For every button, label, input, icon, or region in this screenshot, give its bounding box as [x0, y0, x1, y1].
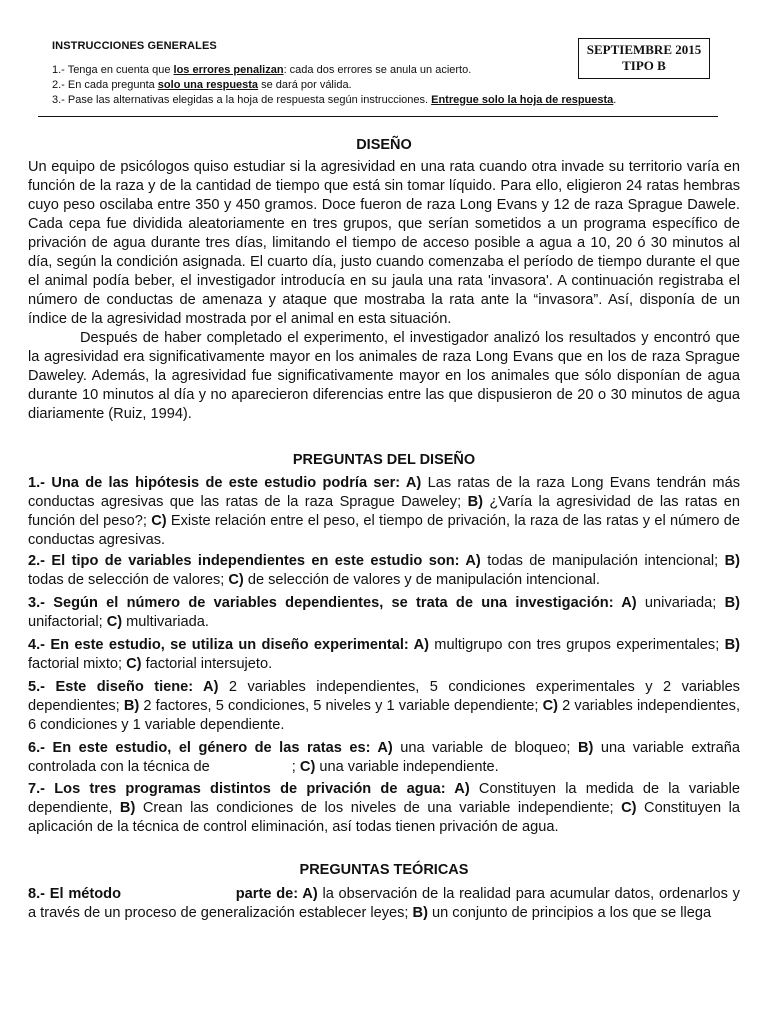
question-4 — [28, 636, 740, 674]
header-divider — [38, 116, 718, 117]
instruction-3-text: 3.- Pase las alternativas elegidas a la hoja de respuesta según instrucciones. — [52, 94, 432, 106]
theory-questions-heading: PREGUNTAS TEÓRICAS — [299, 862, 469, 878]
option-label-a: A) — [413, 637, 429, 653]
question-5 — [28, 678, 740, 735]
question-6-option-c: una variable independiente. — [315, 759, 499, 775]
design-heading: DISEÑO — [356, 137, 412, 153]
instruction-1-text-end: : cada dos errores se anula un acierto. — [283, 64, 472, 76]
question-2-stem: 2.- El tipo de variables independientes en este estudio son: — [28, 553, 466, 569]
option-label-c: C) — [228, 572, 244, 588]
option-label-c: C) — [542, 698, 558, 714]
instruction-3-emphasis: Entregue solo la hoja de respuesta — [431, 94, 614, 106]
question-1-stem: 1.- Una de las hipótesis de este estudio podría ser: — [28, 475, 406, 491]
option-label-b: B) — [724, 595, 740, 611]
option-label-a: A) — [203, 679, 219, 695]
option-label-c: C) — [126, 656, 142, 672]
question-4-option-c: factorial intersujeto. — [141, 656, 273, 672]
option-label-a: A) — [377, 740, 393, 756]
question-1-option-a: Las ratas de la raza Long Evans tendrán más conductas agresivas que las ratas de la raza Sprague Daweley; — [28, 475, 740, 510]
question-3-option-c: multivariada. — [122, 614, 209, 630]
question-5-stem: 5.- Este diseño tiene: — [28, 679, 204, 695]
option-label-b: B) — [724, 553, 740, 569]
instruction-2-emphasis: solo una respuesta — [157, 79, 259, 91]
question-6 — [28, 739, 740, 777]
exam-date-box — [578, 38, 710, 79]
instructions-title: INSTRUCCIONES GENERALES — [52, 40, 217, 52]
option-label-b: B) — [577, 740, 594, 756]
design-paragraph-1: Un equipo de psicólogos quiso estudiar si la agresividad en una rata cuando otra invade su territorio varía en función de la raza y de la cantidad de tiempo que está sin tomar líquido. Para ello, eligieron 24 ratas hembras cuyo peso oscilaba entre 350 y 450 gramos. Doce fueron de raza Long Evans y 12 de raza Sprague Dawele. Cada cepa fue dividida aleatoriamente en tres grupos, que serían sometidos a un programa específico de privación de agua durante tres días, limitando el tiempo de acceso posible a agua a 10, 20 ó 30 minutos al día, según la condición asignada. El cuarto día, justo cuando comenzaba el período de tiempo durante el que el animal podía beber, el investigador introducía en su jaula una rata 'invasora'. A continuación registraba el número de conductas de amenaza y ataque que mostraba la rata ante la “invasora”. Así, disponía de un índice de la agresividad mostrada por el animal en esta situación. — [28, 159, 740, 327]
option-label-b: B) — [119, 800, 136, 816]
instruction-1-emphasis: los errores penalizan — [173, 64, 284, 76]
question-1 — [28, 474, 740, 550]
question-3-option-b: unifactorial; — [28, 614, 107, 630]
question-8-option-b: un conjunto de principios a los que se llega — [427, 905, 712, 921]
question-2-option-c: de selección de valores y de manipulación intencional. — [243, 572, 600, 588]
design-questions-heading: PREGUNTAS DEL DISEÑO — [292, 452, 476, 468]
question-4-option-a: multigrupo con tres grupos experimentales; — [428, 637, 725, 653]
question-1-option-b: ¿Varía la agresividad de las ratas en función del peso?; — [28, 494, 740, 529]
question-2-option-b: todas de selección de valores; — [28, 572, 229, 588]
exam-date: SEPTIEMBRE 2015 — [586, 42, 702, 57]
question-2 — [28, 552, 740, 590]
option-label-b: B) — [412, 905, 428, 921]
instruction-2-text: 2.- En cada pregunta — [52, 79, 158, 91]
question-3 — [28, 594, 740, 632]
question-1-option-c: Existe relación entre el peso, el tiempo de privación, la raza de las ratas y el número de conductas agresivas. — [28, 513, 741, 548]
question-7-option-a: Constituyen la medida de la variable dependiente, — [28, 781, 740, 816]
question-6-option-a: una variable de bloqueo; — [392, 740, 578, 756]
question-6-option-b: una variable extraña controlada con la técnica de — [28, 740, 740, 775]
option-label-a: A) — [465, 553, 481, 569]
option-label-a: A) — [621, 595, 637, 611]
option-label-b: B) — [123, 698, 140, 714]
design-paragraph-2 — [28, 329, 740, 424]
instruction-3-text-end: . — [613, 94, 617, 106]
instruction-3 — [52, 93, 616, 107]
question-4-option-b: factorial mixto; — [28, 656, 127, 672]
instruction-2-text-end: se dará por válida. — [258, 79, 352, 91]
design-paragraph-2-text: Después de haber completado el experimento, el investigador analizó los resultados y encontró que la agresividad era significativamente mayor en los animales de raza Long Evans que en los de raza Sprague Daweley. Además, la agresividad fue significativamente mayor en los animales que sólo disponían de agua durante 10 minutos al día y no aparecieron diferencias entre las que dispusieron de 20 o 30 minutos de agua diariamente (Ruiz, 1994). — [28, 330, 740, 422]
question-7 — [28, 780, 740, 837]
option-label-b: B) — [467, 494, 483, 510]
option-label-c: C) — [106, 614, 123, 630]
option-label-b: B) — [724, 637, 740, 653]
question-5-option-b: 2 factores, 5 condiciones, 5 niveles y 1 variable dependiente; — [139, 698, 543, 714]
question-7-option-b: Crean las condiciones de los niveles de una variable independiente; — [135, 800, 622, 816]
instruction-1-text: 1.- Tenga en cuenta que — [52, 64, 174, 76]
question-2-option-a: todas de manipulación intencional; — [480, 553, 725, 569]
question-8-stem-end: parte de: — [235, 886, 303, 902]
question-5-option-c: 2 variables independientes, 6 condiciones y 1 variable dependiente. — [28, 698, 740, 733]
instruction-1 — [52, 63, 471, 77]
question-7-option-c: Constituyen la aplicación de la técnica de control eliminación, así todas tienen privación de agua. — [28, 800, 740, 835]
question-7-stem: 7.- Los tres programas distintos de privación de agua: — [28, 781, 455, 797]
question-3-stem: 3.- Según el número de variables dependientes, se trata de una investigación: — [28, 595, 622, 611]
option-label-c: C) — [151, 513, 167, 529]
option-label-a: A) — [405, 475, 422, 491]
question-5-option-a: 2 variables independientes, 5 condiciones experimentales y 2 variables dependientes; — [28, 679, 740, 714]
option-label-c: C) — [299, 759, 316, 775]
question-8 — [28, 885, 740, 923]
question-4-stem: 4.- En este estudio, se utiliza un diseño experimental: — [28, 637, 414, 653]
exam-type: TIPO B — [622, 58, 666, 73]
question-8-option-a: la observación de la realidad para acumular datos, ordenarlos y a través de un proceso de generalización establecer leyes; — [28, 886, 740, 921]
option-label-a: A) — [454, 781, 470, 797]
option-label-a: A) — [302, 886, 318, 902]
instruction-2 — [52, 78, 352, 92]
question-8-stem: 8.- El método — [28, 886, 126, 902]
question-6-separator: ; — [291, 759, 300, 775]
question-6-stem: 6.- En este estudio, el género de las ratas es: — [28, 740, 378, 756]
option-label-c: C) — [621, 800, 637, 816]
question-3-option-a: univariada; — [636, 595, 725, 611]
